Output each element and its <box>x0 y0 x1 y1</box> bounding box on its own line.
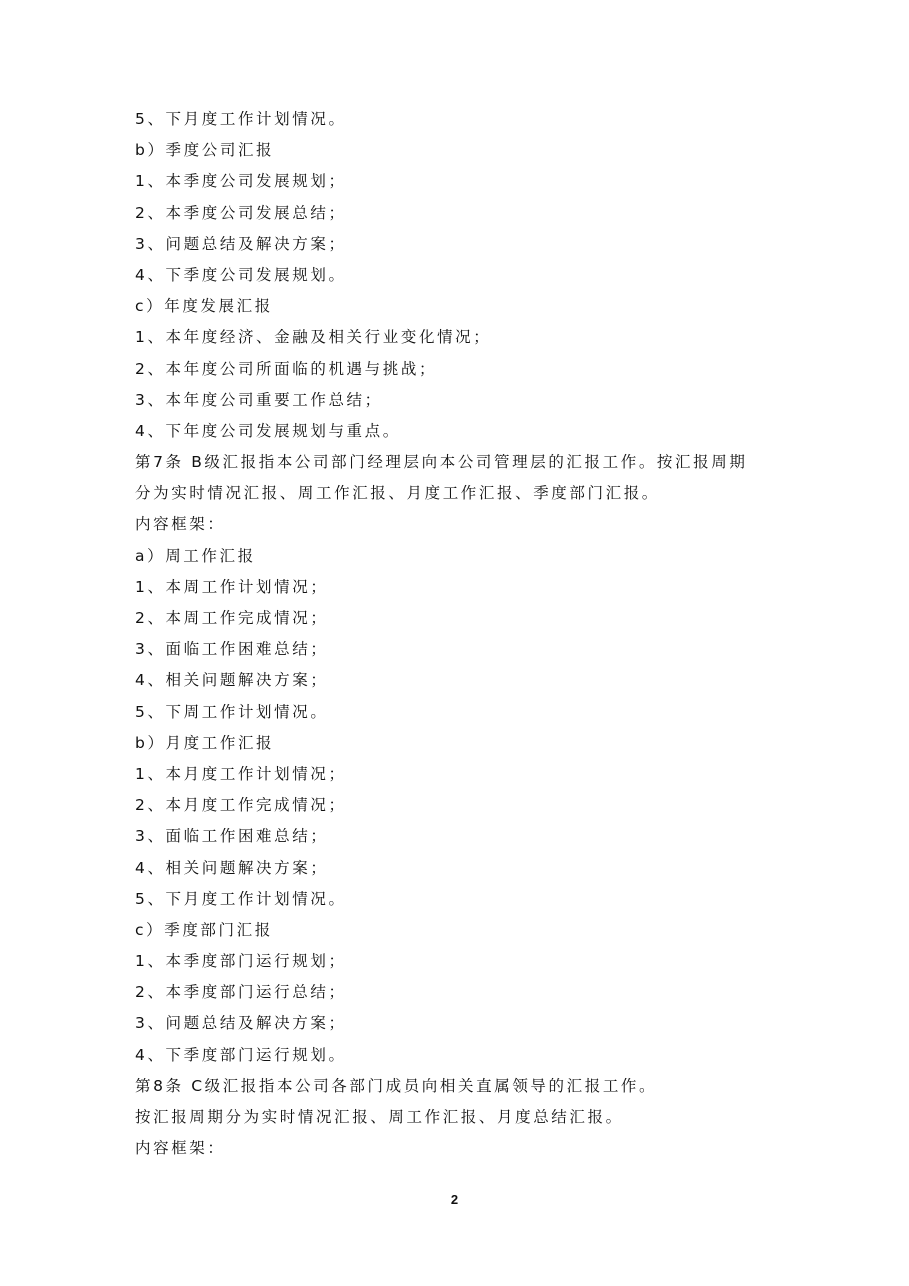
text-line: 分为实时情况汇报、周工作汇报、月度工作汇报、季度部门汇报。 <box>135 484 660 503</box>
text-line: 3、本年度公司重要工作总结； <box>135 390 383 409</box>
text-line: 4、下季度公司发展规划。 <box>135 265 347 284</box>
text-line: 4、下年度公司发展规划与重点。 <box>135 421 401 440</box>
text-line: b）月度工作汇报 <box>135 733 275 752</box>
text-line: 第8条 C级汇报指本公司各部门成员向相关直属领导的汇报工作。 <box>135 1076 658 1095</box>
text-line: 第7条 B级汇报指本公司部门经理层向本公司管理层的汇报工作。按汇报周期 <box>135 453 748 472</box>
text-line: 3、问题总结及解决方案； <box>135 234 347 253</box>
page-number: 2 <box>450 1192 459 1207</box>
text-line: 1、本月度工作计划情况； <box>135 764 347 783</box>
text-line: 内容框架： <box>135 1139 226 1158</box>
text-line: 1、本季度公司发展规划； <box>135 172 347 191</box>
text-line: 2、本月度工作完成情况； <box>135 796 347 815</box>
text-line: 4、相关问题解决方案； <box>135 671 329 690</box>
text-line: 内容框架： <box>135 515 226 534</box>
text-line: 4、相关问题解决方案； <box>135 858 329 877</box>
text-line: 2、本季度部门运行总结； <box>135 983 347 1002</box>
text-line: 3、问题总结及解决方案； <box>135 1014 347 1033</box>
text-line: 4、下季度部门运行规划。 <box>135 1045 347 1064</box>
text-line: 按汇报周期分为实时情况汇报、周工作汇报、月度总结汇报。 <box>135 1108 624 1126</box>
text-line: a）周工作汇报 <box>135 546 256 565</box>
text-line: 5、下月度工作计划情况。 <box>135 889 347 908</box>
text-line: 1、本年度经济、金融及相关行业变化情况； <box>135 328 492 347</box>
text-line: 2、本年度公司所面临的机遇与挑战； <box>135 359 438 378</box>
text-line: 3、面临工作困难总结； <box>135 640 329 659</box>
text-line: 1、本季度部门运行规划； <box>135 952 347 971</box>
text-line: c）年度发展汇报 <box>135 297 273 316</box>
text-line: 2、本周工作完成情况； <box>135 609 329 627</box>
document-body <box>135 104 785 1164</box>
text-line: 5、下月度工作计划情况。 <box>135 110 347 128</box>
text-line: 1、本周工作计划情况； <box>135 577 329 596</box>
text-line: 3、面临工作困难总结； <box>135 827 329 846</box>
text-line: 5、下周工作计划情况。 <box>135 702 329 721</box>
text-line: b）季度公司汇报 <box>135 141 275 160</box>
text-line: 2、本季度公司发展总结； <box>135 203 347 222</box>
text-line: c）季度部门汇报 <box>135 920 273 939</box>
